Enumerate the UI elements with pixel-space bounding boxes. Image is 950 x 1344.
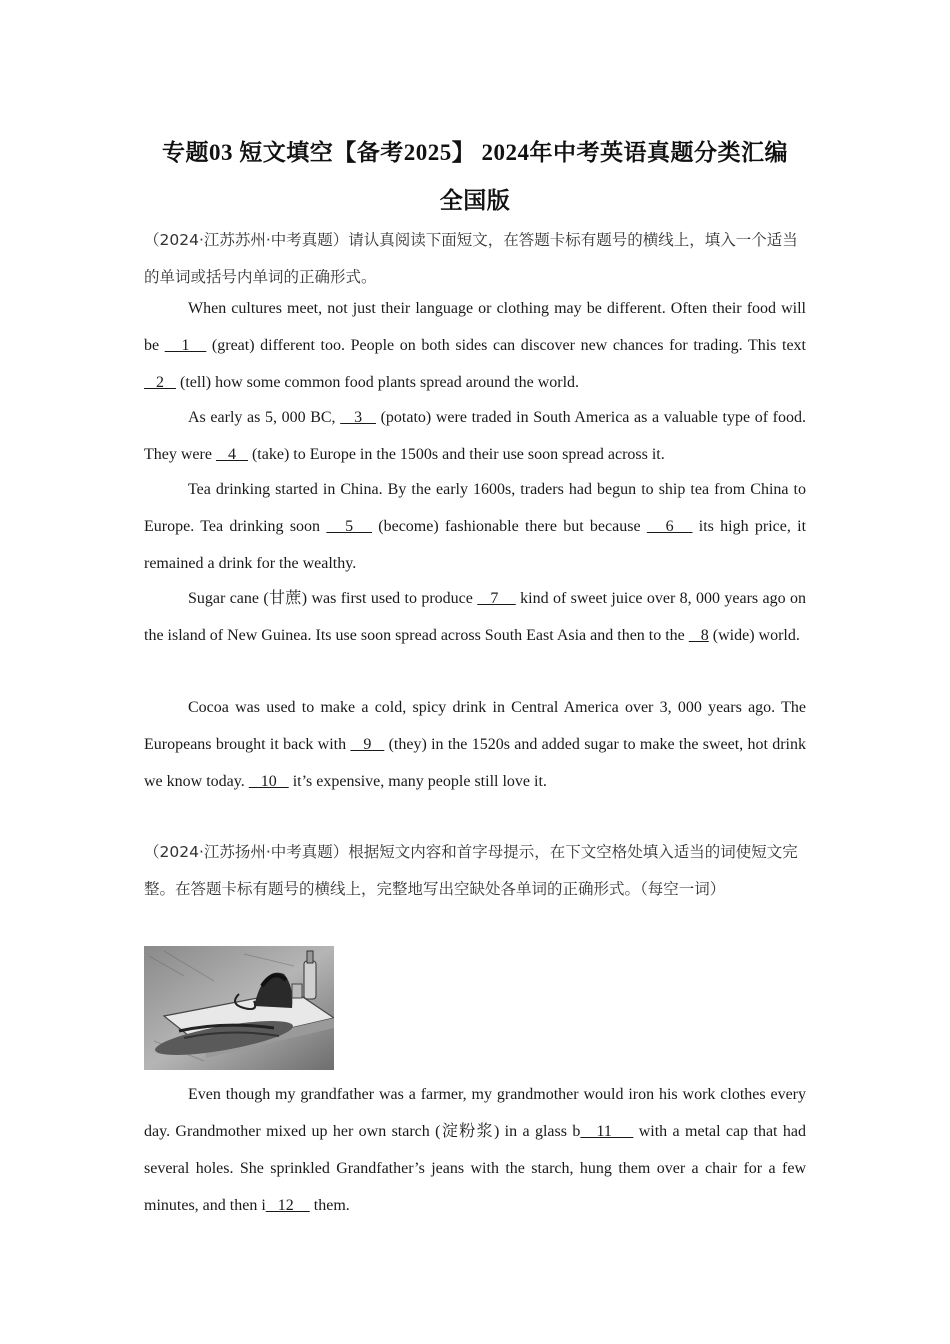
iron-photo <box>144 946 334 1070</box>
text: (great) different too. People on both sides can discover new chances for trading. This text <box>206 337 806 354</box>
blank-8[interactable]: 8 <box>688 627 709 644</box>
blank-6[interactable]: 6 <box>646 518 693 535</box>
text: it’s expensive, many people still love it. <box>288 773 547 790</box>
text: with a metal cap that had several holes. She sprinkled Grandfather’s jeans with the starch, hung them over a chair for a few minutes, and then i <box>144 1123 806 1214</box>
document-title: 专题03 短文填空【备考2025】 2024年中考英语真题分类汇编 <box>162 140 788 165</box>
blank-11[interactable]: 11 <box>580 1123 634 1140</box>
passage2-paragraph1 <box>144 1076 806 1224</box>
text: Sugar cane (甘蔗) was first used to produce <box>188 590 478 607</box>
blank-10[interactable]: 10 <box>248 773 289 790</box>
text: Cocoa was used to make a cold, spicy drink in Central America over 3, 000 years ago. The Europeans brought it back with <box>144 699 806 753</box>
text: its high price, it remained a drink for the wealthy. <box>144 518 807 572</box>
passage1-paragraph2 <box>144 399 806 473</box>
section1-instruction: （2024·江苏苏州·中考真题）请认真阅读下面短文，在答题卡标有题号的横线上，填入一个适当的单词或括号内单词的正确形式。 <box>144 231 798 286</box>
passage1-paragraph5 <box>144 689 806 800</box>
text: (tell) how some common food plants spread around the world. <box>176 374 580 391</box>
blank-12[interactable]: 12 <box>265 1197 310 1214</box>
text: (wide) world. <box>708 627 800 644</box>
passage1-paragraph3 <box>144 471 806 582</box>
passage1-paragraph1 <box>144 290 806 401</box>
blank-1[interactable]: 1 <box>164 337 207 354</box>
blank-5[interactable]: 5 <box>326 518 372 535</box>
text: (they) in the 1520s and added sugar to make the sweet, hot drink we know today. <box>144 736 807 790</box>
blank-3[interactable]: 3 <box>340 409 376 426</box>
iron-illustration <box>144 946 334 1070</box>
blank-4[interactable]: 4 <box>215 446 248 463</box>
text: kind of sweet juice over 8, 000 years ago on the island of New Guinea. Its use soon spread across South East Asia and then to the <box>144 590 806 644</box>
blank-2[interactable]: 2 <box>144 374 176 391</box>
text: Tea drinking started in China. By the early 1600s, traders had begun to ship tea from China to Europe. Tea drinking soon <box>144 481 806 535</box>
text: (take) to Europe in the 1500s and their use soon spread across it. <box>247 446 665 463</box>
document-title-line2: 全国版 <box>439 188 511 213</box>
section2-instruction: （2024·江苏扬州·中考真题）根据短文内容和首字母提示，在下文空格处填入适当的词使短文完整。在答题卡标有题号的横线上，完整地写出空缺处各单词的正确形式。（每空一词） <box>144 843 798 898</box>
text: (potato) were traded in South America as a valuable type of food. They were <box>144 409 806 463</box>
blank-7[interactable]: 7 <box>477 590 516 607</box>
text: Even though my grandfather was a farmer, my grandmother would iron his work clothes every day. Grandmother mixed up her own starch (淀粉浆) in a glass b <box>144 1086 806 1140</box>
text: As early as 5, 000 BC, <box>188 409 341 426</box>
text: When cultures meet, not just their language or clothing may be different. Often their food will be <box>144 300 806 354</box>
text: (become) fashionable there but because <box>371 518 647 535</box>
passage1-paragraph4 <box>144 580 806 654</box>
blank-9[interactable]: 9 <box>350 736 385 753</box>
text: them. <box>309 1197 350 1214</box>
